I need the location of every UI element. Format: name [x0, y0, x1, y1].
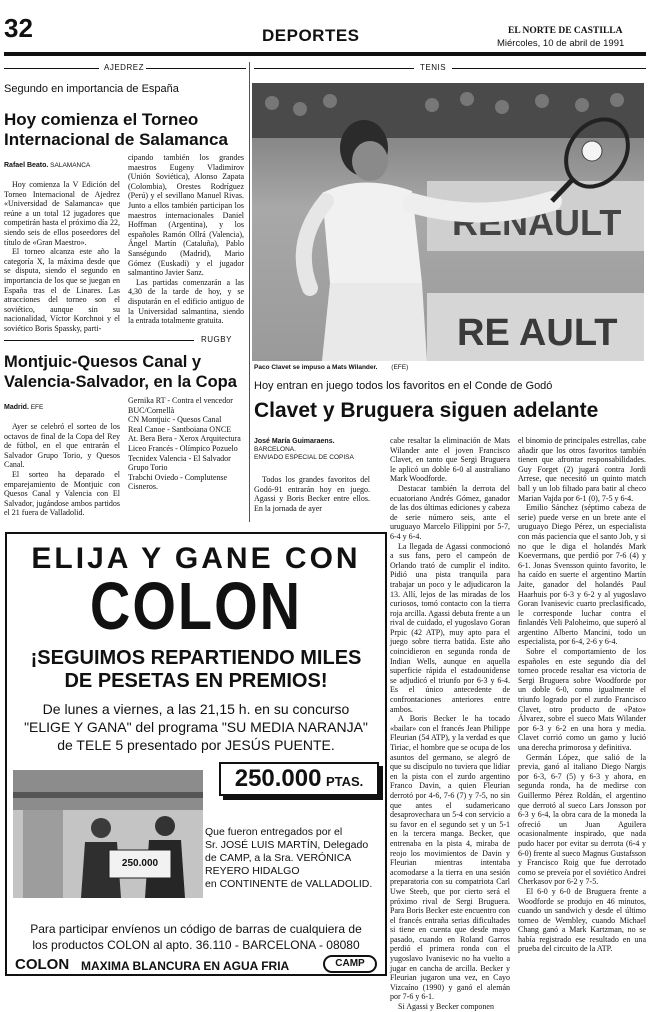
tenis-byline-place: BARCELONA.	[254, 446, 296, 453]
ad-prize-unit: PTAS.	[325, 774, 364, 789]
rugby-headline: Montjuic-Quesos Canal y Valencia-Salvador, en la Copa	[4, 353, 237, 391]
tenis-column-1	[254, 475, 370, 515]
ad-slogan-line-2: DE PESETAS EN PREMIOS!	[64, 670, 328, 692]
tenis-byline-name: José María Guimaraens.	[254, 438, 335, 445]
rugby-byline	[4, 404, 43, 412]
rugby-fixture: Real Canoe - Santboiana ONCE	[128, 424, 232, 434]
tenis-paragraph: A Boris Becker le ha tocado «bailar» con el francés Jean Philippe Fleurian (54 ATP), y la verdad es que Tiriac, el hombre que se ocupa de los asuntos del germano, se alegró de que su discípulo no tuviera que lidiar en la pista con el zurdo argentino Franco Davin, a quien Fleurian derrotó por 4-6, 7-6 (7) y 7-5, no sin que antes el sudamericano desaprovechara un 5-4 con servicio a su favor en el segundo set y un 5-1 en la tercera manga. Becker, que entrenaba en la pista 4, miraba de reojo los movimientos de Davin y Fleurian mientras intentaba acomodarse a la tierra en una sesión preparatoria con su compatriota Carl Uwe Steeb, que por cierto será el próximo rival de Sergi Bruguera. Para Boris Becker este encuentro con el francés entraña serias dificultades si tiene en cuenta que desde mayo pasado, cuando en Roland Garros perdió el primera ronda con el yugoslavo Ivanisevic no ha vuelto a jugar en cancha de arcilla. Becker y Fleurian jugaron una vez, en Cayo Vizcaíno (1990) y ganó el alemán por 7-6 y 6-1.	[390, 714, 510, 1002]
ad-prize-amount: 250.000	[234, 765, 322, 792]
ad-info-line-2: "ELIGE Y GANA" del programa "SU MEDIA NARANJA"	[24, 719, 368, 735]
ad-headline: ELIJA Y GANE CON	[31, 542, 361, 575]
rugby-fixture: At. Bera Bera - Xerox Arquitectura	[128, 434, 241, 444]
svg-text:RENAULT: RENAULT	[452, 202, 622, 243]
ad-info-line-3: de TELE 5 presentado por JESÚS PUENTE.	[57, 737, 335, 753]
rugby-byline-place: Madrid.	[4, 404, 29, 411]
tenis-paragraph: cabe resaltar la eliminación de Mats Wilander ante el joven Francisco Clavet, en tanto que Sergi Bruguera le aplicó un doble 6-0 al australiano Mark Woodforde.	[390, 436, 510, 484]
ajedrez-byline-place: SALAMANCA	[50, 162, 91, 169]
tenis-headline: Clavet y Bruguera siguen adelante	[254, 399, 599, 422]
tenis-paragraph: El 6-0 y 6-0 de Bruguera frente a Woodforde se produjo en 46 minutos, cuando un sandwich y desde el último torneo de Wembley, cuando Michael Chang ganó a Mark Kartzman, no se había registrado ese resultado en una prueba del circuito de la ATP.	[518, 886, 646, 954]
ajedrez-headline: Hoy comienza el Torneo Internacional de Salamanca	[4, 110, 228, 149]
page-number: 32	[4, 13, 33, 43]
ajedrez-paragraph: Las partidas comenzarán a las 4,30 de la tarde de hoy, y se disputarán en el edificio antiguo de la Universidad salmantina, siendo la entrada totalmente gratuita.	[128, 277, 244, 326]
rugby-fixture: Trabchi Oviedo - Complutense Cisneros.	[128, 472, 228, 492]
ad-photo-image	[13, 770, 203, 898]
ad-info-line-1: De lunes a viernes, a las 21,15 h. en su concurso	[42, 701, 350, 717]
tenis-paragraph: Emilio Sánchez (séptimo cabeza de serie) puede verse en un brete ante el uruguayo Diego Pérez, un especialista con más paciencia que el santo Job, y si no que le diga el holandés Mark Koevermans, que perdió por 7-6 (4) y 6-1. Jonas Svensson quinto favorito, le ha caído en suerte el argentino Martín Jaite, ganador del holandés Paul Haarhuis por 6-3 y 6-2 y al yugoslavo Goran Ivanisevic cuarto preclasificado, le corresponde luchar contra el finlandés Veli Paloheimo, que superó al argentino Alberto Mancini, todo un especialista, por 6-4, 2-6 y 6-4.	[518, 503, 646, 647]
tenis-paragraph: La llegada de Agassi conmocionó a sus fans, pero el campeón de Orlando trató de cumplir el indito. Pidió una pista tranquila para trabajar un poco y le adjudicaron la 13. Allí, lejos de las miradas de los curiosos, tomó contacto con la tierra roja arcilla. Agassi debuta frente a un rival de cuidado, el yugoslavo Goran Prpic (42 ATP), muy apto para el juego sobre tierra batida. Este año coincidieron en segunda ronda de Indian Wells, aunque en aquella superficie rápida el estadounidense se adjudicó el triunfo por 6-3 y 6-4. Es el único antecedente de confrontaciones anteriores entre ambos.	[390, 541, 510, 714]
rugby-fixture: Gernika RT - Contra el vencedor BUC/Cornellà	[128, 396, 233, 415]
rugby-paragraph: Ayer se celebró el sorteo de los octavos de final de la Copa del Rey de fútbol, en el que entrarán el Salvador Grupo Torio, y Quesos Canal.	[4, 422, 120, 470]
ad-bottom-slogan: MAXIMA BLANCURA EN AGUA FRIA	[81, 959, 290, 973]
ad-handover-photo	[13, 770, 203, 898]
ad-bottom-brand: COLON	[15, 956, 70, 973]
ad-slogan-line-1: ¡SEGUIMOS REPARTIENDO MILES	[30, 647, 362, 669]
ajedrez-rule-right	[146, 68, 246, 69]
ajedrez-paragraph: cipando también los grandes maestros Eugeny Vladimirov (Unión Soviética), Alonso Zapata (Colombia), Orestes Rodríguez (Perú) y el sevillano Manuel Rivas. Junto a ellos también participan los maestros internacionales Daniel Hoffman (Argentina), y los españoles Ramón Ollrá (Valencia), Ángel Martín (Cataluña), Pablo Sanségundo (Madrid), Mario Gómez (Euskadi) y el jugador salmantino Javier Sanz.	[128, 153, 244, 278]
ad-caption-line: Que fueron entregados por el	[205, 826, 343, 838]
section-title: DEPORTES	[262, 26, 360, 45]
rugby-fixtures	[128, 396, 246, 520]
rugby-byline-agency: EFE	[30, 404, 44, 411]
tenis-kicker: Hoy entran en juego todos los favoritos en el Conde de Godó	[254, 380, 553, 392]
header-rule	[4, 52, 646, 56]
tenis-byline-role: ENVIADO ESPECIAL DE COPISA	[254, 454, 354, 461]
tenis-rule-left	[254, 68, 414, 69]
tenis-column-2	[390, 436, 510, 1012]
ad-cheque-amount: 250.000	[121, 858, 159, 869]
ad-prize-box	[219, 762, 379, 796]
ad-caption-line: en CONTINENTE de VALLADOLID.	[205, 878, 373, 890]
ad-photo-caption	[205, 826, 383, 891]
issue-date: Miércoles, 10 de abril de 1991	[497, 38, 625, 49]
tennis-photo	[252, 83, 644, 361]
photo-caption-agency: (EFE)	[391, 364, 409, 371]
tenis-paragraph: Sobre el comportamiento de los españoles en este segundo día del torneo procede resaltar esa victoria de Sergi Bruguera sobre Woodforde por un doble 6-0, como igualmente el triunfo logrado por el zurdo Francisco Clavet, otro producto de «Pato» Álvarez, sobre el sueco Mats Wilander por 6-3 y 6-2 en una hora y media. Clavet corrió como un gamo y lució una derecha primorosa y definitiva.	[518, 647, 646, 752]
ajedrez-kicker: Segundo en importancia de España	[4, 83, 179, 95]
ajedrez-byline	[4, 162, 90, 170]
tenis-paragraph: Germán López, que salió de la previa, ganó al italiano Diego Nargis por 6-3, 6-7 (5) y 6-3 y ahora, en segunda ronda, ha de medirse con Guillermo Pérez Roldán, el argentino que derrotó al sueco Lars Jonsson por 6-3 y 6-4, la obra cara de la moneda la ofreció un Juan Aguilera ocasionalmente inspirado, que nada pudo hacer por evitar su derrota (6-4 y 6-0) frente al sueco Magnus Gustafsson y Francisco Roig que fue derrotado como se preveía por el soviético Andrei Cherkasov por 6-2 y 7-5.	[518, 752, 646, 887]
ad-caption-line: de CAMP, a la Sra. VERÓNICA	[205, 852, 352, 864]
ad-footer-line-1: Para participar envíenos un código de barras de cualquiera de	[30, 922, 362, 936]
tenis-column-3	[518, 436, 646, 1002]
tenis-paragraph: el binomio de principales estrellas, cabe añadir que los otros favoritos también tienen que afrontar responsabilidades. Guy Forget (2) jugará contra Jordi Arrese, que necesitó un quinto match ball y un lob filtado para batir al checo Marian Vajda por 6-1 (0), 7-5 y 6-4.	[518, 436, 646, 503]
ad-brand-logo: COLON	[89, 567, 303, 644]
rugby-fixture: Tecnidex Valencia - El Salvador Grupo Torio	[128, 453, 231, 473]
colon-advertisement	[5, 532, 387, 976]
ajedrez-byline-name: Rafael Beato.	[4, 162, 49, 169]
rugby-fixture: Liceo Francés - Olímpico Pozuelo	[128, 443, 238, 453]
ajedrez-column-1	[4, 180, 120, 332]
tenis-section-label: TENIS	[420, 63, 447, 72]
tenis-rule-right	[452, 68, 646, 69]
svg-text:RE AULT: RE AULT	[457, 312, 618, 354]
ajedrez-column-2	[128, 153, 244, 333]
tenis-paragraph: Si Agassi y Becker componen	[398, 1002, 494, 1012]
rugby-column-1	[4, 422, 120, 518]
ad-caption-line: Sr. JOSÉ LUIS MARTÍN, Delegado	[205, 839, 369, 851]
ajedrez-paragraph: Hoy comienza la V Edición del Torneo Internacional de Ajedrez «Universidad de Salamanca» que reúne a un total 12 jugadores que competirán hasta el próximo día 22, siendo seis de ellos poseedores del título de «Gran Maestro».	[4, 180, 120, 247]
ad-footer-line-2: los productos COLON al apto. 36.110 - BARCELONA - 08080	[32, 938, 360, 952]
ajedrez-section-label: AJEDREZ	[104, 63, 144, 72]
rugby-paragraph: El sorteo ha deparado el emparejamiento de Montjuic con Quesos Canal y Valencia con El Salvador, jugándose ambos partidos el 21 fuera de Valladolid.	[4, 469, 120, 518]
photo-caption	[254, 364, 408, 371]
rugby-fixture: CN Montjuic - Quesos Canal	[128, 415, 222, 425]
ajedrez-paragraph: El torneo alcanza este año la categoría X, la máxima desde que se disputa, siendo el segundo en importancia de los que se juegan en España tras el de Linares. Las atracciones del torneo son el soviético, aunque sin su nacionalidad, Víctor Korchnoi y el soviético Boris Spassky, parti-	[4, 247, 120, 333]
column-divider	[249, 62, 250, 522]
ad-caption-line: REYERO HIDALGO	[205, 865, 300, 877]
tennis-player-image	[252, 83, 644, 361]
newspaper-name: EL NORTE DE CASTILLA	[508, 26, 623, 36]
tenis-paragraph: Destacar también la derrota del ecuatoriano Andrés Gómez, ganador de las dos últimas ediciones y cabeza de serie número seis, ante el uruguayo Marcelo Filippini por 5-7, 6-4 y 6-4.	[390, 483, 510, 541]
photo-caption-text: Paco Clavet se impuso a Mats Wilander.	[254, 364, 378, 371]
ajedrez-rule-left	[4, 68, 99, 69]
tenis-byline	[254, 438, 374, 462]
camp-logo: CAMP	[323, 955, 377, 973]
tenis-paragraph: Todos los grandes favoritos del Godó-91 entrarán hoy en juego. Agassi y Boris Becker entre ellos. En la jornada de ayer	[254, 475, 370, 513]
rugby-section-label: RUGBY	[201, 335, 232, 344]
rugby-rule-left	[4, 340, 194, 341]
